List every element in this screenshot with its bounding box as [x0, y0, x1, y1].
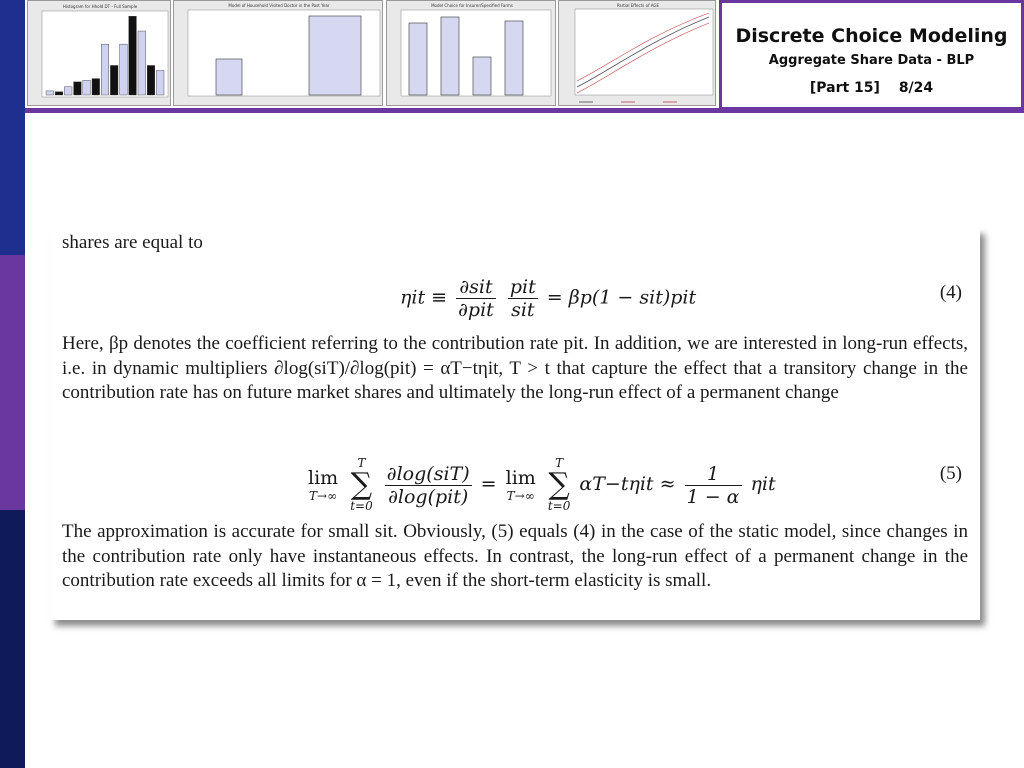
eq5-tail: ηit	[750, 473, 776, 495]
eq5-fraction-2	[685, 463, 742, 508]
equation-4-body	[400, 276, 696, 321]
thumbnail-4-title: Partial Effects of AGE	[616, 3, 660, 8]
histogram-bar	[55, 92, 63, 95]
eq5-lim-subscript: T→∞	[309, 489, 338, 503]
eq5-limit	[308, 467, 338, 503]
paragraph-long-run-effects: Here, βp denotes the coefficient referring to the contribution rate pit. In addition, we are interested in long-run effects, i.e. in dynamic multipliers ∂log(siT)/∂log(pit) = αT−tηit, T > t that capture the effect that a transitory change in the contribution rate has on future market shares and ultimately the long-run effect of a permanent change	[62, 333, 968, 403]
histogram-bar	[64, 87, 72, 95]
histogram-bar	[120, 44, 128, 95]
eq5-frac2-numerator: 1	[685, 463, 742, 486]
eq5-sum-upper: T	[357, 456, 366, 470]
thumbnail-3-title: Model Choice for Insurer/Specified Farms	[431, 3, 513, 8]
eq5-sum-upper-2: T	[555, 456, 564, 470]
thumbnail-2-title: Model of Household Visited Doctor in the Past Year	[228, 3, 330, 8]
paragraph-approximation: The approximation is accurate for small sit. Obviously, (5) equals (4) in the case of the static model, since changes in the contribution rate only have instantaneous effects. In contrast, the long-run effect of a permanent change in the contribution rate exceeds all limits for α = 1, even if the short-term elasticity is small.	[62, 521, 968, 591]
thumbnail-line-plot	[558, 0, 716, 106]
eq5-frac1-denominator: ∂log(pit)	[388, 485, 469, 508]
equation-5-number: (5)	[939, 463, 962, 484]
equation-4	[50, 266, 980, 320]
histogram-bar	[101, 44, 109, 95]
eq4-fraction-2	[508, 276, 538, 321]
histogram-bar	[46, 91, 54, 95]
eq5-frac1-numerator: ∂log(siT)	[386, 462, 470, 485]
histogram-bar	[74, 82, 82, 95]
intro-text: shares are equal to	[62, 232, 203, 253]
thumbnail-histogram	[27, 0, 171, 106]
thumbnail-bar-chart-four	[386, 0, 556, 106]
sigma-icon: ∑	[350, 467, 373, 502]
eq5-lim-word: lim	[308, 467, 339, 489]
histogram-bar	[110, 65, 118, 95]
part-label: [Part 15]	[809, 80, 880, 96]
equation-5	[50, 443, 980, 513]
histogram-bar	[129, 16, 137, 95]
histogram-bar	[92, 79, 100, 95]
thumbnail-1-title: Histogram for Hhold DT - Full Sample	[62, 4, 138, 9]
eq4-lhs: ηit ≡	[400, 286, 448, 309]
eq5-term: αT−tηit ≈	[579, 473, 676, 495]
eq4-frac2-denominator: sit	[511, 299, 535, 321]
eq4-fraction-1	[456, 276, 496, 321]
eq5-lim-word-2: lim	[505, 467, 536, 489]
eq5-sum-lower: t=0	[350, 499, 373, 513]
eq4-frac1-numerator: ∂sit	[456, 276, 496, 299]
eq4-rhs: = βp(1 − sit)pit	[546, 286, 697, 309]
paper-excerpt	[50, 228, 980, 620]
slide-title: Discrete Choice Modeling	[735, 25, 1008, 47]
eq5-lim-subscript-2: T→∞	[506, 489, 535, 503]
histogram-bar	[156, 70, 164, 95]
histogram-bar	[138, 31, 146, 95]
eq5-summation-2	[548, 457, 571, 513]
eq5-fraction-1	[385, 463, 472, 508]
equation-4-number: (4)	[939, 282, 962, 303]
eq4-frac1-denominator: ∂pit	[458, 299, 494, 321]
left-stripe-middle	[0, 255, 25, 510]
left-stripe-bottom	[0, 510, 25, 768]
thumbnail-bar-chart-two	[173, 0, 383, 106]
page-counter: 8/24	[898, 80, 934, 96]
eq4-frac2-numerator: pit	[509, 276, 536, 298]
slide-part-indicator	[722, 80, 1021, 96]
histogram-bar	[83, 80, 91, 95]
eq5-frac2-denominator: 1 − α	[686, 485, 740, 508]
slide-title-box	[719, 0, 1024, 110]
equation-5-body: lim T→∞ T ∑ t=0 $\frac{\text{∂log(siT)}}{\text{∂log(pit)}}$ = lim T→∞ T ∑ t=0 αT−tηit ≈ $\frac{1}{1 - \alpha}$ ηit	[308, 456, 776, 513]
slide-subtitle: Aggregate Share Data - BLP	[768, 53, 975, 68]
header-divider	[25, 108, 1024, 113]
sigma-icon-2: ∑	[548, 467, 570, 502]
eq5-limit-2	[506, 467, 536, 503]
left-stripe-top	[0, 0, 25, 255]
eq5-sum-lower-2: t=0	[547, 499, 571, 513]
eq5-summation	[350, 457, 373, 513]
histogram-bar	[147, 65, 155, 95]
